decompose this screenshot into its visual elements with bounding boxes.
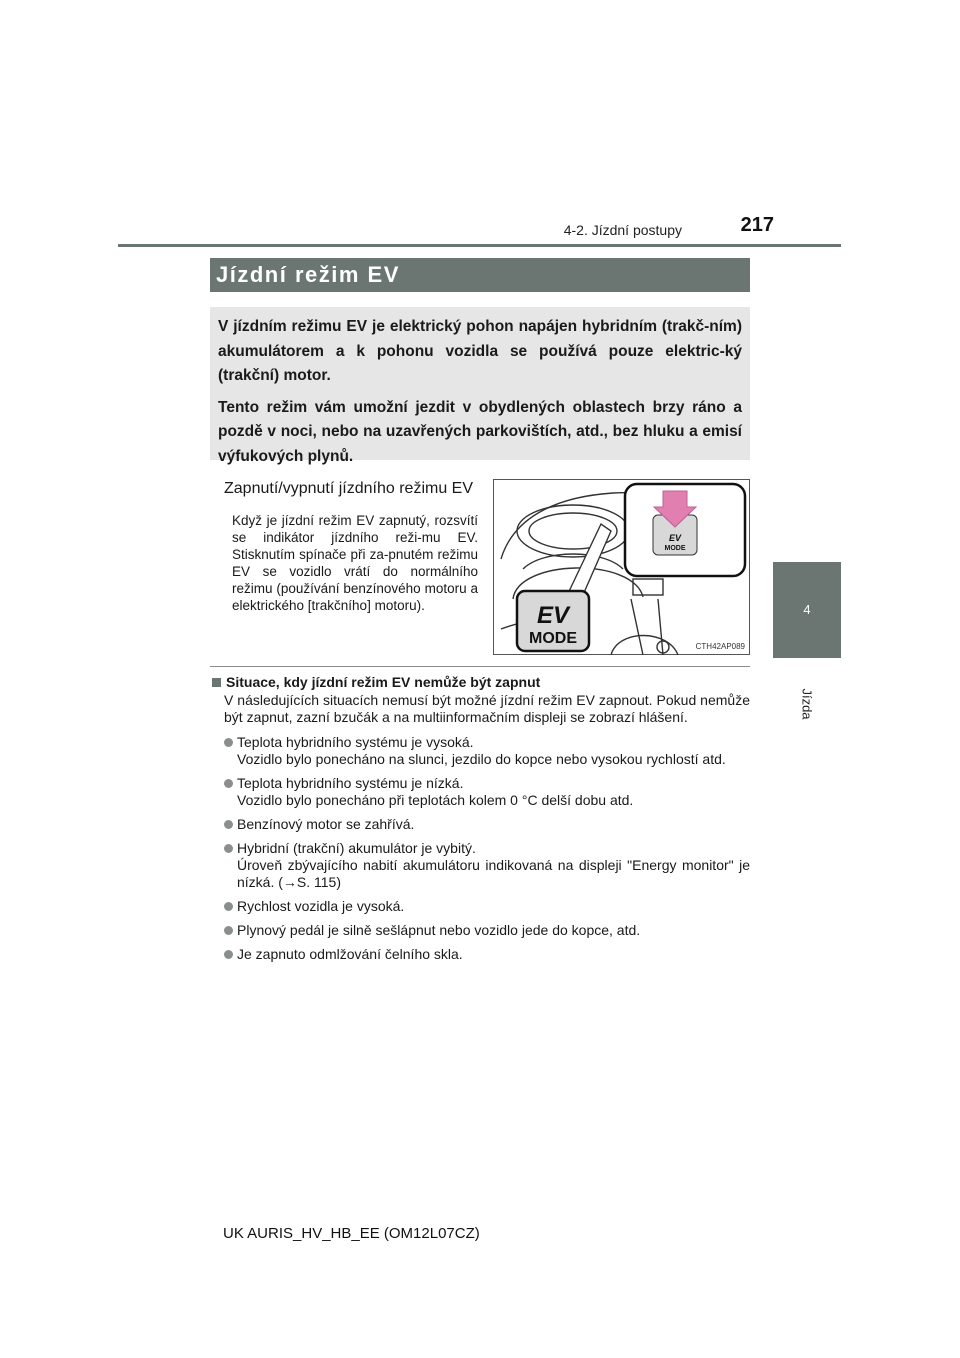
round-bullet-icon <box>224 926 233 935</box>
chapter-tab-number: 4 <box>773 562 841 658</box>
list-item <box>224 816 750 833</box>
round-bullet-icon <box>224 902 233 911</box>
ev-mode-figure <box>493 479 750 655</box>
situations-intro: V následujících situacích nemusí být možné jízdní režim EV zapnout. Pokud nemůže být zapnut, zazní bzučák a na multiinformačním displeji se zobrazí hlášení. <box>224 692 750 725</box>
list-item-title: Rychlost vozidla je vysoká. <box>237 898 405 914</box>
page-number: 217 <box>740 214 774 236</box>
list-item-detail: Vozidlo bylo ponecháno při teplotách kolem 0 °C delší dobu atd. <box>237 792 634 808</box>
situations-heading <box>212 674 750 691</box>
round-bullet-icon <box>224 950 233 959</box>
list-item <box>224 922 750 939</box>
list-item-detail: Vozidlo bylo ponecháno na slunci, jezdilo do kopce nebo vysokou rychlostí atd. <box>237 751 726 767</box>
ev-switch-body: Když je jízdní režim EV zapnutý, rozsvítí se indikátor jízdního reži-mu EV. Stisknutím spínače při za-pnutém režimu EV se vozidlo vrátí do normálního režimu (používání benzínového motoru a elektrického [trakčního] motoru). <box>232 513 478 613</box>
list-item-title: Hybridní (trakční) akumulátor je vybitý. <box>237 840 476 856</box>
chapter-tab-label: Jízda <box>799 688 815 720</box>
section-title-bar <box>210 258 750 292</box>
round-bullet-icon <box>224 779 233 788</box>
situations-heading-text: Situace, kdy jízdní režim EV nemůže být zapnut <box>226 674 541 690</box>
ev-mode-switch-label-top: EV <box>668 533 682 543</box>
chapter-tab <box>773 660 841 750</box>
list-item-title: Benzínový motor se zahřívá. <box>237 816 415 832</box>
list-item <box>224 734 750 768</box>
ev-switch-block <box>224 477 478 614</box>
list-item <box>224 946 750 963</box>
list-item-title: Plynový pedál je silně sešlápnut nebo vozidlo jede do kopce, atd. <box>237 922 641 938</box>
list-item-title: Teplota hybridního systému je vysoká. <box>237 734 474 750</box>
situations-section <box>210 674 750 970</box>
ev-mode-switch-label-bottom: MODE <box>664 545 686 552</box>
ev-mode-button-label-bottom: MODE <box>529 630 577 647</box>
list-item-detail: Úroveň zbývajícího nabití akumulátoru indikovaná na displeji "Energy monitor" je nízká. (→S. 115) <box>237 857 750 890</box>
square-bullet-icon <box>212 678 221 687</box>
figure-code: CTH42AP089 <box>695 642 745 651</box>
list-item <box>224 775 750 809</box>
round-bullet-icon <box>224 738 233 747</box>
round-bullet-icon <box>224 844 233 853</box>
intro-box <box>210 307 750 465</box>
list-item <box>224 840 750 891</box>
ev-mode-button-label-top: EV <box>536 602 570 629</box>
section-divider <box>210 666 750 667</box>
list-item-title: Je zapnuto odmlžování čelního skla. <box>237 946 463 962</box>
intro-paragraph: Tento režim vám umožní jezdit v obydlených oblastech brzy ráno a pozdě v noci, nebo na uzavřených parkovištích, atd., bez hluku a emisí výfukových plynů. <box>218 398 742 465</box>
document-footer: UK AURIS_HV_HB_EE (OM12L07CZ) <box>223 1225 480 1242</box>
header-section-title: 4-2. Jízdní postupy <box>563 222 682 238</box>
list-item-title: Teplota hybridního systému je nízká. <box>237 775 464 791</box>
section-title: Jízdní režim EV <box>216 262 400 287</box>
ev-switch-title: Zapnutí/vypnutí jízdního režimu EV <box>224 480 474 497</box>
round-bullet-icon <box>224 820 233 829</box>
intro-paragraph: V jízdním režimu EV je elektrický pohon napájen hybridním (trakč-ním) akumulátorem a k pohonu vozidla se používá pouze elektric-ký (trakční) motor. <box>218 318 742 384</box>
list-item <box>224 898 750 915</box>
header-rule <box>118 244 841 247</box>
